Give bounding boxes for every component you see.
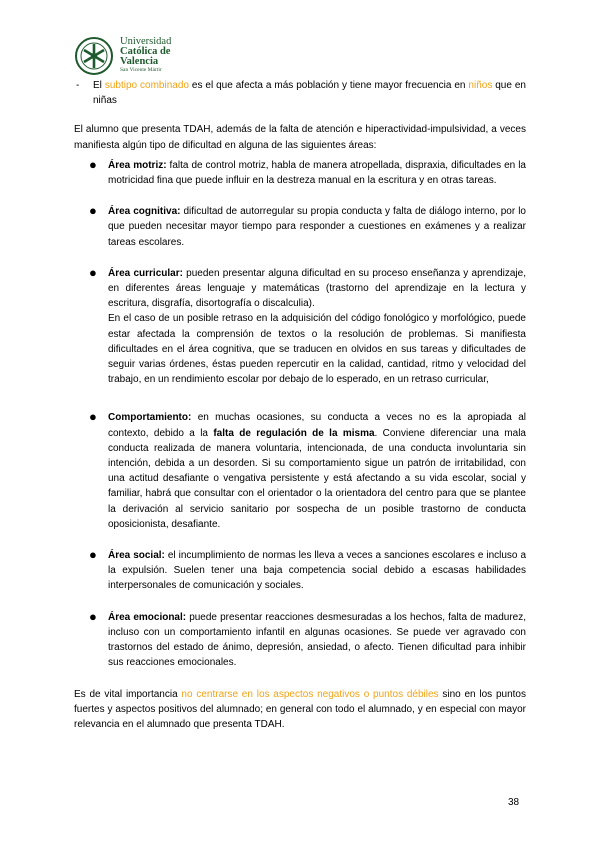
intro-paragraph: El alumno que presenta TDAH, además de la falta de atención e hiperactividad-impulsividad, a veces manifiesta algún tipo de dificultad en alguna de las siguientes áreas:	[74, 124, 526, 151]
bullet-comportamiento	[74, 410, 526, 532]
highlight-phrase: no centrarse en los aspectos negativos o puntos débiles	[181, 688, 439, 700]
bullet-icon: ●	[89, 547, 97, 563]
document-body	[74, 78, 526, 732]
bullet-icon: ●	[89, 156, 97, 172]
bullet-icon: ●	[89, 608, 97, 624]
bullet-icon: ●	[89, 264, 97, 280]
text-span: es el que afecta a más población y tiene mayor frecuencia en	[188, 80, 469, 91]
bullet-label: Área curricular:	[108, 267, 183, 279]
highlight-ninos: niños	[468, 80, 493, 91]
bullet-extra-text: En el caso de un posible retraso en la adquisición del código fonológico y morfológico, puede estar afectada la comprensión de textos o la resolución de problemas. Si manifiesta dificultades en el área cognitiva, que se traducen en olvidos en sus tareas y dificultades de seguir varias órdenes, éstas pueden repercutir en la calidad, cantidad, ritmo y velocidad del trabajo, en un rendimiento escolar por debajo de lo esperado, en un retraso curricular,	[108, 313, 526, 386]
bullet-icon: ●	[89, 203, 97, 219]
bullet-area-cognitiva	[74, 204, 526, 250]
bullet-text: pueden presentar alguna dificultad en su proceso enseñanza y aprendizaje, en diferentes áreas lenguaje y matemáticas (trastorno del aprendizaje en la lectura y escritura, disgrafía, disortografía o discalculia).	[108, 267, 526, 310]
bullet-label: Área cognitiva:	[108, 206, 181, 218]
bullet-label: Área motriz:	[108, 159, 167, 171]
text-span: Es de vital importancia	[74, 688, 182, 700]
text-span: sino en los puntos fuertes y aspectos positivos del alumnado; en general con todo el alumnado, y en especial con mayor relevancia en el alumnado que presenta TDAH.	[74, 688, 526, 730]
bullet-label: Área emocional:	[108, 611, 187, 623]
highlight-subtipo: subtipo combinado	[104, 80, 189, 91]
bold-phrase: falta de regulación de la misma	[213, 427, 375, 439]
bullet-text: dificultad de autorregular su propia conducta y falta de diálogo interno, por lo que pueden necesitar mayor tiempo para responder a cuestiones en exámenes y a realizar tareas escolares.	[108, 206, 526, 248]
university-logo	[74, 36, 184, 76]
bullet-label: Área social:	[108, 550, 165, 562]
logo-line-4: San Vicente Mártir	[120, 67, 162, 73]
bullet-text: en muchas ocasiones, su conducta a veces no es la apropiada al contexto, debido a la	[108, 412, 526, 439]
bullet-icon: ●	[89, 409, 97, 425]
logo-line-2: Católica de	[120, 46, 171, 57]
bullet-text: falta de control motriz, habla de manera atropellada, dispraxia, dificultades en la motricidad fina que puede influir en la destreza manual en la escritura y en otras tareas.	[108, 159, 526, 187]
bullet-text: puede presentar reacciones desmesuradas a los hechos, falta de madurez, incluso con un comportamiento infantil en algunas ocasiones. Se puede ver agravado con trastornos del estado de ánimo, depresión, ansiedad, o afecto. Tienen dificultad para inhibir sus reacciones emocionales.	[108, 611, 526, 669]
crest-icon	[74, 36, 114, 76]
text-span: que en niñas	[93, 80, 526, 107]
areas-list	[74, 158, 526, 671]
logo-line-1: Universidad	[120, 36, 172, 47]
page-number: 38	[508, 797, 520, 808]
text-span: El	[93, 80, 105, 91]
bullet-text: . Conviene diferenciar una mala conducta realizada de manera voluntaria, intencionada, de una conducta involuntaria sin intención, debida a un desorden. Si su comportamiento sigue un patrón de irritabilidad, con una actitud desafiante o vengativa persistente y está afectando a su vida escolar, social y familiar, habrá que consultar con el orientador o la orientadora del centro para que se plantee la derivación al servicio sanitario por sospecha de un posible trastorno de conducta oposicionista, desafiante.	[108, 427, 526, 530]
dash-list-item	[74, 78, 526, 108]
logo-line-3: Valencia	[120, 56, 159, 67]
bullet-label: Comportamiento:	[108, 412, 192, 424]
dash-marker: -	[76, 80, 80, 91]
closing-paragraph	[74, 687, 526, 733]
bullet-area-emocional	[74, 610, 526, 671]
bullet-text: el incumplimiento de normas les lleva a veces a sanciones escolares e incluso a la expulsión. Suelen tener una baja competencia social debido a escasas habilidades interpersonales de comunicación y sociales.	[108, 550, 527, 592]
bullet-area-curricular	[74, 266, 526, 388]
bullet-area-motriz	[74, 158, 526, 188]
bullet-area-social	[74, 548, 526, 594]
